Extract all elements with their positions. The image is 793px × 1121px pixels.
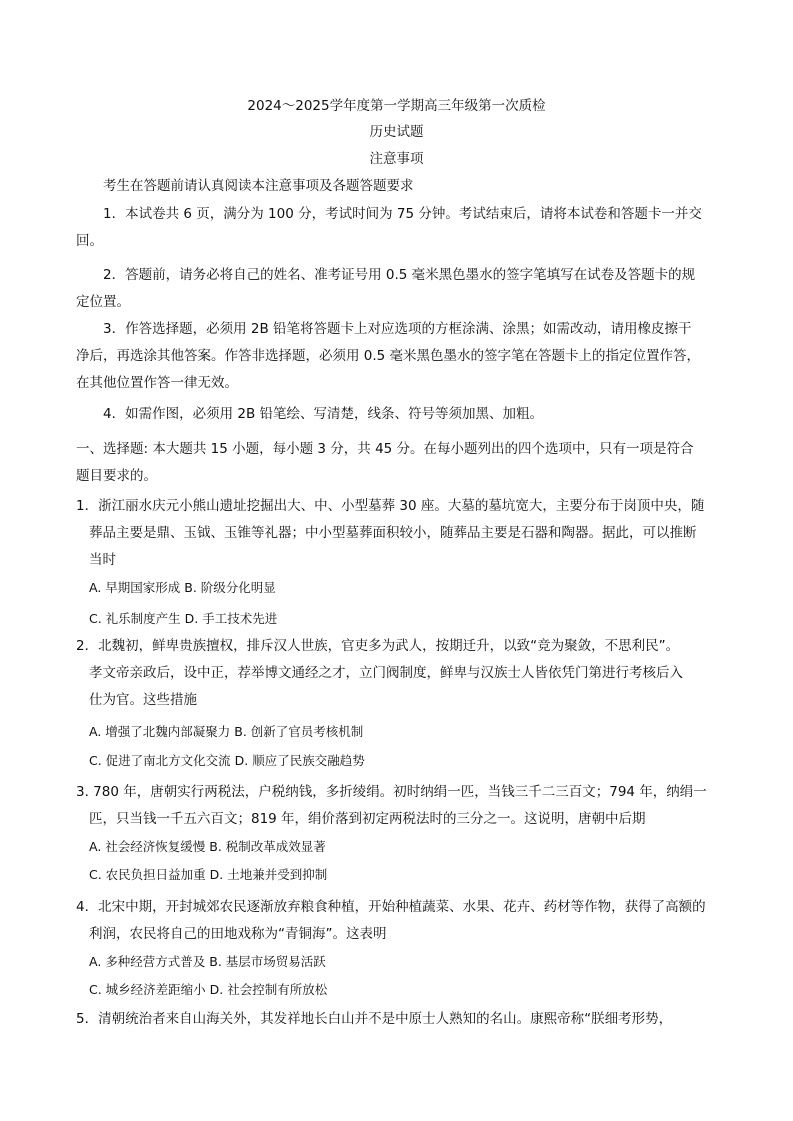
notice-item-1: 1．本试卷共 6 页，满分为 100 分，考试时间为 75 分钟。考试结束后，请将本试卷和答题卡一并交 xyxy=(103,206,702,222)
question-1-line-2: 葬品主要是鼎、玉钺、玉锥等礼器；中小型墓葬面积较小，随葬品主要是石器和陶器。据此，可以推断 xyxy=(89,525,697,541)
question-2-options-ab: A. 增强了北魏内部凝聚力 B. 创新了官员考核机制 xyxy=(89,724,364,739)
question-3-options-ab: A. 社会经济恢复缓慢 B. 税制改革成效显著 xyxy=(89,839,326,854)
subject-title: 历史试题 xyxy=(369,124,424,140)
question-1-line-1: 1．浙江丽水庆元小熊山遗址挖掘出大、中、小型墓葬 30 座。大墓的墓坑宽大，主要分布于岗顶中央，随 xyxy=(76,498,705,514)
notice-heading: 注意事项 xyxy=(369,151,424,167)
question-4-options-ab: A. 多种经营方式普及 B. 基层市场贸易活跃 xyxy=(89,954,326,969)
notice-item-1-cont: 回。 xyxy=(76,233,103,249)
question-4-line-2: 利润，农民将自己的田地戏称为“青铜海”。这表明 xyxy=(89,926,387,942)
question-1-line-3: 当时 xyxy=(89,552,116,568)
notice-item-3-cont: 净后，再选涂其他答案。作答非选择题，必须用 0.5 毫米黑色墨水的签字笔在答题卡上的指定位置作答， xyxy=(76,348,701,364)
question-3-line-1: 3. 780 年，唐朝实行两税法，户税纳钱，多折绫绢。初时纳绢一匹，当钱三千二三百文；794 年，纳绢一 xyxy=(76,784,707,800)
question-1-options-cd: C. 礼乐制度产生 D. 手工技术先进 xyxy=(89,611,278,626)
notice-item-2: 2．答题前，请务必将自己的姓名、准考证号用 0.5 毫米黑色墨水的签字笔填写在试卷及答题卡的规 xyxy=(103,267,696,283)
notice-item-3-cont2: 在其他位置作答一律无效。 xyxy=(76,375,238,391)
question-2-line-3: 仕为官。这些措施 xyxy=(89,692,197,708)
notice-item-2-cont: 定位置。 xyxy=(76,294,130,310)
question-2-options-cd: C. 促进了南北方文化交流 D. 顺应了民族交融趋势 xyxy=(89,753,365,768)
notice-item-3: 3．作答选择题，必须用 2B 铅笔将答题卡上对应选项的方框涂满、涂黑；如需改动，请用橡皮擦干 xyxy=(103,321,692,337)
question-3-options-cd: C. 农民负担日益加重 D. 土地兼并受到抑制 xyxy=(89,867,328,882)
notice-item-4: 4．如需作图，必须用 2B 铅笔绘、写清楚，线条、符号等须加黑、加粗。 xyxy=(103,406,544,422)
section-heading: 一、选择题: 本大题共 15 小题，每小题 3 分，共 45 分。在每小题列出的四个选项中，只有一项是符合 xyxy=(76,441,694,457)
question-4-line-1: 4．北宋中期，开封城郊农民逐渐放弃粮食种植，开始种植蔬菜、水果、花卉、药材等作物，获得了高额的 xyxy=(76,899,706,915)
question-1-options-ab: A. 早期国家形成 B. 阶级分化明显 xyxy=(89,580,276,595)
question-4-options-cd: C. 城乡经济差距缩小 D. 社会控制有所放松 xyxy=(89,982,328,997)
question-2-line-1: 2．北魏初，鲜卑贵族擅权，排斥汉人世族，官吏多为武人，按期迁升，以致“竞为聚敛，不思利民”。 xyxy=(76,638,680,654)
section-heading-cont: 题目要求的。 xyxy=(76,468,157,484)
question-2-line-2: 孝文帝亲政后，设中正，荐举博文通经之才，立门阀制度，鲜卑与汉族士人皆依凭门第进行考核后入 xyxy=(89,665,683,681)
notice-intro: 考生在答题前请认真阅读本注意事项及各题答题要求 xyxy=(103,178,414,194)
exam-title: 2024～2025学年度第一学期高三年级第一次质检 xyxy=(247,98,546,114)
question-5-line-1: 5．清朝统治者来自山海关外，其发祥地长白山并不是中原士人熟知的名山。康熙帝称“朕细考形势， xyxy=(76,1011,673,1027)
question-3-line-2: 匹，只当钱一千五六百文；819 年，绢价落到初定两税法时的三分之一。这说明，唐朝中后期 xyxy=(89,811,646,827)
